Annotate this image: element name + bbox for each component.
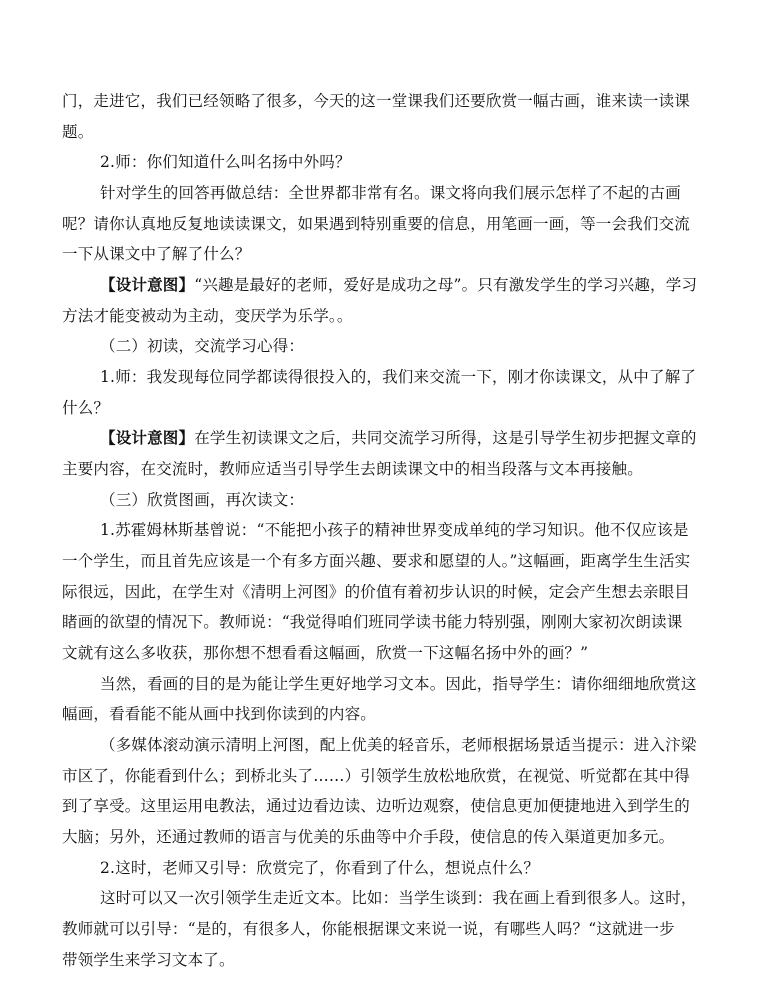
text-line: 2.师：你们知道什么叫名扬中外吗？ (100, 153, 351, 171)
text-line (100, 275, 697, 295)
text-line: 1.师：我发现每位同学都读得很投入的，我们来交流一下，刚才你读课文，从中了解了 (100, 368, 697, 386)
text-line: 到了享受。这里运用电教法，通过边看边读、边听边观察，使信息更加便捷地进入到学生的 (62, 797, 691, 815)
text-line: 2.这时，老师又引导：欣赏完了，你看到了什么，想说点什么？ (100, 859, 540, 877)
text-line: 带领学生来学习文本了。 (62, 951, 235, 969)
text-line: 际很远，因此，在学生对《清明上河图》的价值有着初步认识的时候，定会产生想去亲眼目 (62, 583, 691, 601)
text-line: 1.苏霍姆林斯基曾说：“不能把小孩子的精神世界变成单纯的学习知识。他不仅应该是 (100, 521, 689, 539)
text-line: 幅画，看看能不能从画中找到你读到的内容。 (62, 705, 377, 723)
text-line: 什么？ (62, 399, 110, 417)
text-line: 一个学生，而且首先应该是一个有多方面兴趣、要求和愿望的人。”这幅画，距离学生生活实 (62, 552, 691, 570)
text-line: 主要内容，在交流时，教师应适当引导学生去朗读课文中的相当段落与文本再接触。 (62, 460, 643, 478)
text-line: 教师就可以引导：“是的，有很多人，你能根据课文来说一说，有哪些人吗？“这就进一步 (62, 920, 675, 938)
text-line: 针对学生的回答再做总结：全世界都非常有名。课文将向我们展示怎样了不起的古画 (100, 184, 681, 202)
text-line: 门，走进它，我们已经领略了很多，今天的这一堂课我们还要欣赏一幅古画，谁来读一读课 (62, 92, 691, 110)
text-line: 这时可以又一次引领学生走近文本。比如：当学生谈到：我在画上看到很多人。这时， (100, 889, 697, 907)
text-line: （多媒体滚动演示清明上河图，配上优美的轻音乐，老师根据场景适当提示：进入汴梁 (100, 736, 697, 754)
text-line: 当然，看画的目的是为能让学生更好地学习文本。因此，指导学生：请你细细地欣赏这 (100, 675, 697, 693)
section-heading: （二）初读，交流学习心得： (100, 337, 305, 355)
text-line: 一下从课文中了解了什么？ (62, 245, 251, 263)
text-line: 方法才能变被动为主动，变厌学为乐学。。 (62, 307, 353, 325)
text-line: 文就有这么多收获，那你想不想看看这幅画，欣赏一下这幅名扬中外的画？” (62, 644, 589, 662)
text-line (100, 428, 697, 448)
design-intent-text: “兴趣是最好的老师，爱好是成功之母”。只有激发学生的学习兴趣，学习 (194, 276, 698, 294)
text-line: 睹画的欲望的情况下。教师说：“我觉得咱们班同学读书能力特别强，刚刚大家初次朗读课 (62, 613, 683, 631)
design-intent-label: 【设计意图】 (100, 275, 195, 294)
design-intent-label: 【设计意图】 (100, 428, 195, 447)
section-heading: （三）欣赏图画，再次读文： (100, 491, 305, 509)
text-line: 题。 (62, 123, 94, 141)
design-intent-text: 在学生初读课文之后，共同交流学习所得，这是引导学生初步把握文章的 (194, 429, 697, 447)
text-line: 市区了，你能看到什么；到桥北头了……）引领学生放松地欣赏，在视觉、听觉都在其中得 (62, 767, 691, 785)
text-line: 呢？请你认真地反复地读读课文，如果遇到特别重要的信息，用笔画一画，等一会我们交流 (62, 215, 691, 233)
text-line: 大脑；另外，还通过教师的语言与优美的乐曲等中介手段，使信息的传入渠道更加多元。 (62, 828, 675, 846)
